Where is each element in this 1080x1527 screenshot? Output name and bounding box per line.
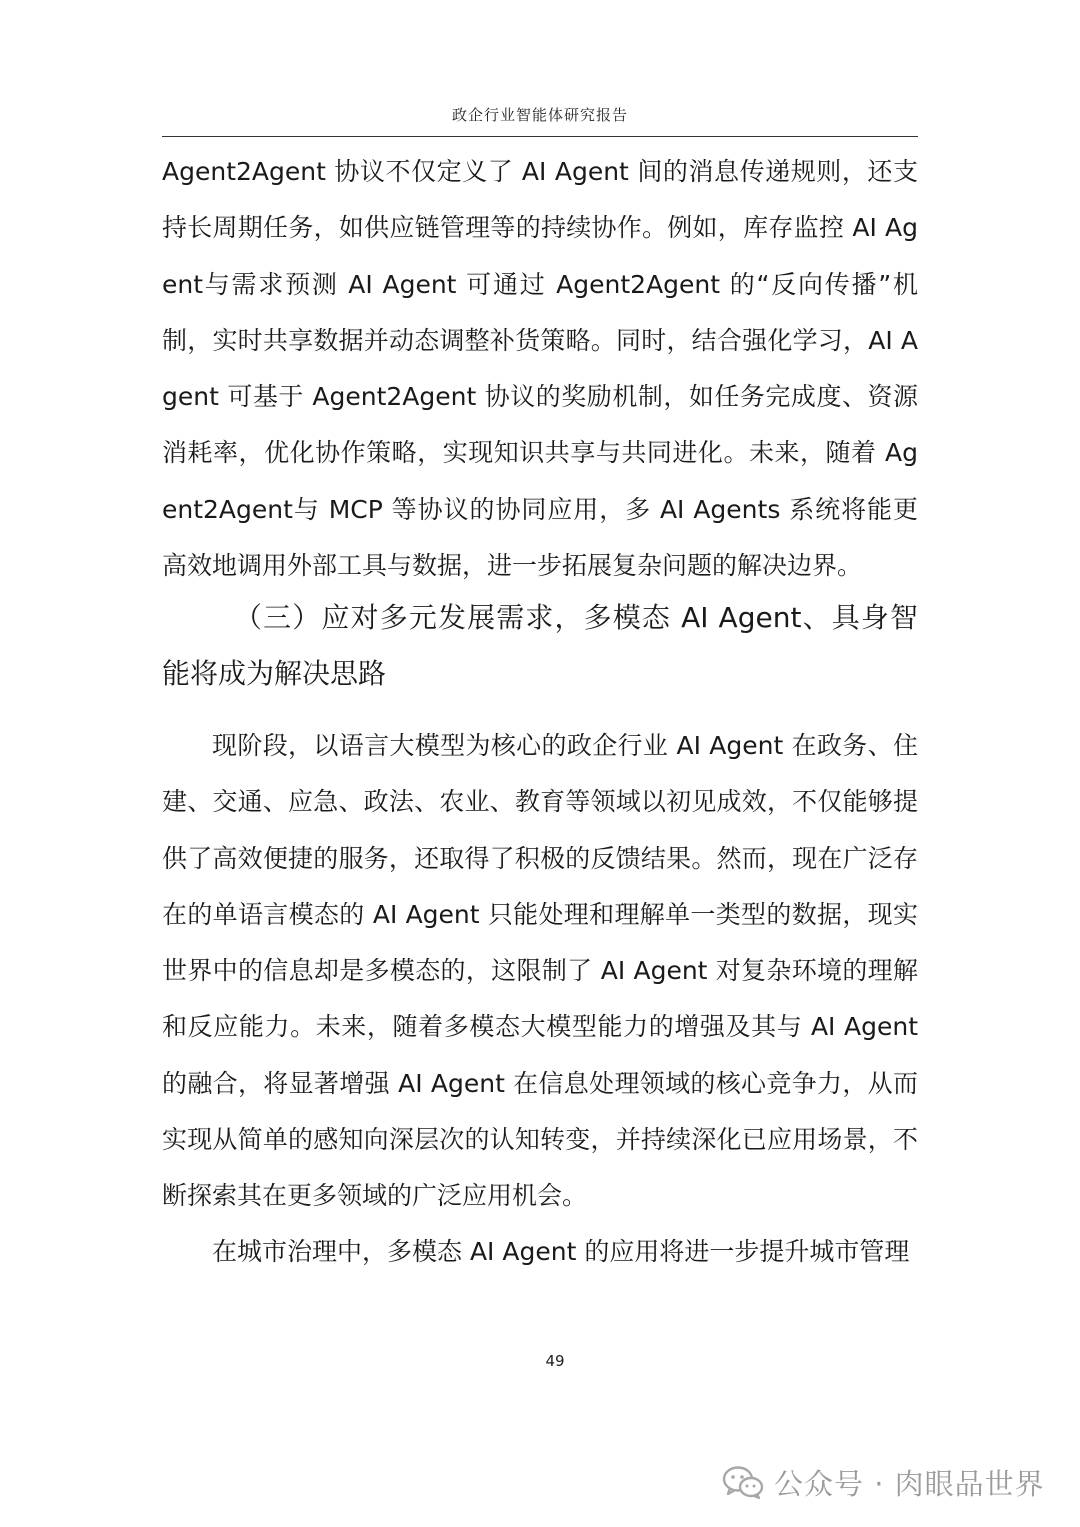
section-heading: （三）应对多元发展需求，多模态 AI Agent、具身智能将成为解决思路 xyxy=(162,601,918,690)
section-heading-block xyxy=(162,590,918,702)
intro-paragraph-block xyxy=(162,144,918,594)
current-stage-paragraph: 现阶段，以语言大模型为核心的政企行业 AI Agent 在政务、住建、交通、应急、政法、农业、教育等领域以初见成效，不仅能够提供了高效便捷的服务，还取得了积极的反馈结果。然而，现在广泛存在的单语言模态的 AI Agent 只能处理和理解单一类型的数据，现实世界中的信息却是多模态的，这限制了 AI Agent 对复杂环境的理解和反应能力。未来，随着多模态大模型能力的增强及其与 AI Agent的融合，将显著增强 AI Agent 在信息处理领域的核心竞争力，从而实现从简单的感知向深层次的认知转变，并持续深化已应用场景，不断探索其在更多领域的广泛应用机会。 xyxy=(162,731,918,1211)
wechat-icon xyxy=(722,1465,764,1499)
city-governance-paragraph-block xyxy=(162,1224,918,1280)
running-header: 政企行业智能体研究报告 xyxy=(451,106,628,124)
current-stage-paragraph-block xyxy=(162,718,918,1225)
city-governance-paragraph: 在城市治理中，多模态 AI Agent 的应用将进一步提升城市管理 xyxy=(212,1237,910,1266)
watermark xyxy=(722,1460,1045,1504)
intro-paragraph: Agent2Agent 协议不仅定义了 AI Agent 间的消息传递规则，还支持长周期任务，如供应链管理等的持续协作。例如，库存监控 AI Agent与需求预测 AI Agent 可通过 Agent2Agent 的“反向传播”机制，实时共享数据并动态调整补货策略。同时，结合强化学习，AI Agent 可基于 Agent2Agent 协议的奖励机制，如任务完成度、资源消耗率，优化协作策略，实现知识共享与共同进化。未来，随着 Agent2Agent与 MCP 等协议的协同应用，多 AI Agents 系统将能更高效地调用外部工具与数据，进一步拓展复杂问题的解决边界。 xyxy=(162,157,918,581)
page-number: 49 xyxy=(545,1352,565,1370)
header-divider xyxy=(162,136,918,137)
watermark-text: 公众号 · 肉眼品世界 xyxy=(774,1466,1045,1501)
